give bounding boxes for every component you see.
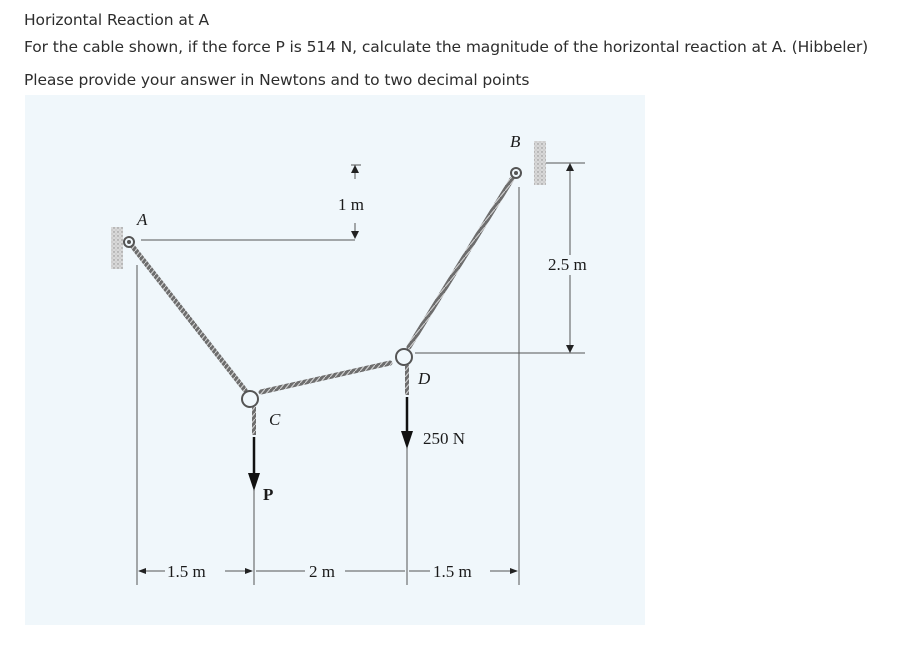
- support-wall-a: [111, 227, 123, 269]
- dim-arrow-icon: [351, 165, 359, 173]
- question-instruction: Please provide your answer in Newtons and to two decimal points: [24, 71, 530, 89]
- question-prompt: For the cable shown, if the force P is 514 N, calculate the magnitude of the horizontal reaction at A. (Hibbeler): [24, 38, 869, 56]
- support-wall-b: [534, 141, 546, 185]
- pin-b-icon: [514, 171, 518, 175]
- cable-diagram: [25, 95, 645, 625]
- label-a: A: [137, 210, 148, 229]
- dim-arrow-icon: [566, 345, 574, 353]
- arrow-down-icon: [401, 431, 413, 449]
- dim-span-1: 1.5 m: [167, 562, 206, 581]
- label-p: P: [263, 485, 274, 504]
- load-d-value: 250 N: [423, 429, 466, 448]
- cable: [133, 179, 512, 392]
- question-title: Horizontal Reaction at A: [24, 11, 210, 29]
- label-b: B: [510, 132, 521, 151]
- cable-figure: [25, 95, 645, 625]
- arrow-down-icon: [248, 473, 260, 491]
- dim-span-2: 2 m: [309, 562, 335, 581]
- dim-span-3: 1.5 m: [433, 562, 472, 581]
- reference-lines: [137, 163, 585, 585]
- dim-top-offset: 1 m: [338, 195, 364, 214]
- label-d: D: [418, 369, 431, 388]
- dim-arrow-icon: [566, 163, 574, 171]
- rings: [124, 168, 521, 407]
- dim-right-height: 2.5 m: [548, 255, 587, 274]
- pin-a-icon: [127, 240, 131, 244]
- dim-arrow-icon: [351, 231, 359, 239]
- label-c: C: [269, 410, 281, 429]
